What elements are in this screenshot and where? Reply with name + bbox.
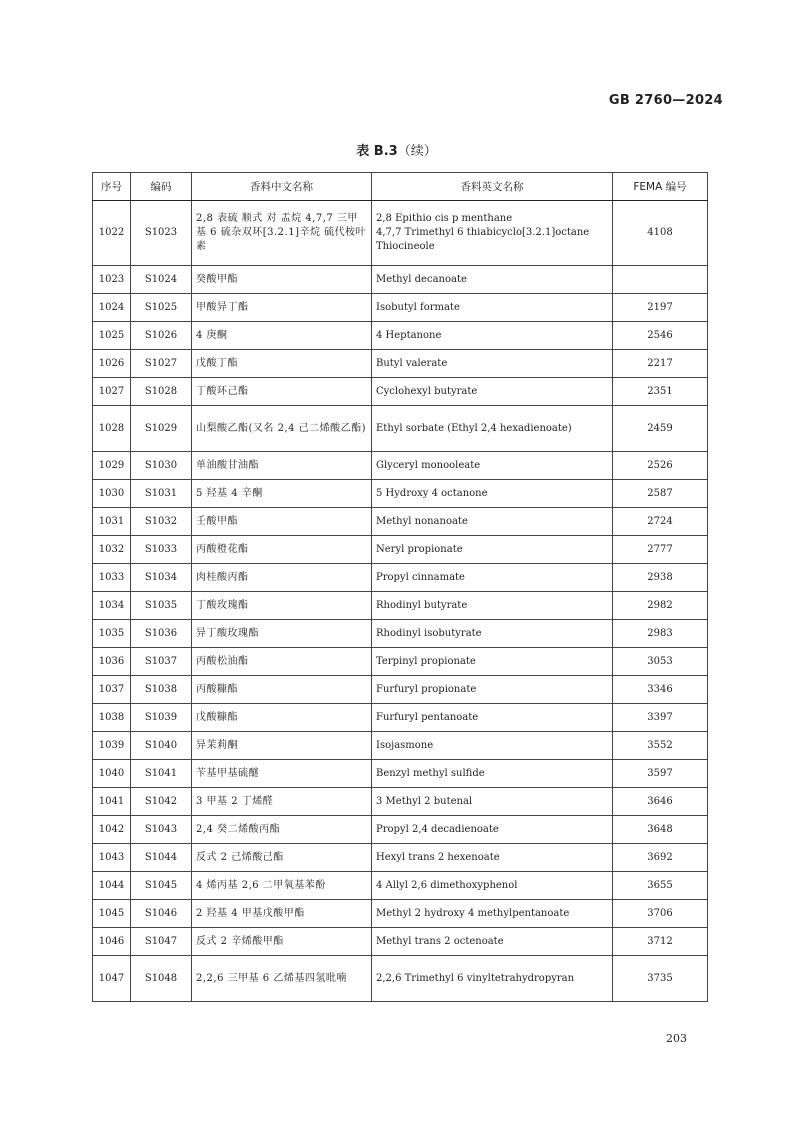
cell-index: 1034 [93, 592, 131, 620]
english-name-line: 5 Hydroxy 4 octanone [376, 487, 488, 499]
table-row [93, 760, 708, 788]
cell-english-name [372, 350, 613, 378]
cell-code: S1037 [131, 648, 192, 676]
flavoring-table [92, 172, 708, 1002]
cell-code: S1023 [131, 201, 192, 266]
page-number: 203 [666, 1032, 687, 1045]
cell-code: S1046 [131, 900, 192, 928]
cell-code: S1026 [131, 322, 192, 350]
english-name-line: Furfuryl propionate [376, 683, 477, 695]
cell-fema-number: 3397 [613, 704, 708, 732]
cell-chinese-name: 壬酸甲酯 [192, 508, 372, 536]
cell-fema-number: 2459 [613, 406, 708, 452]
cell-fema-number: 3552 [613, 732, 708, 760]
cell-index: 1039 [93, 732, 131, 760]
cell-english-name [372, 592, 613, 620]
cell-index: 1022 [93, 201, 131, 266]
cell-chinese-name: 山梨酸乙酯(又名 2,4 己二烯酸乙酯) [192, 406, 372, 452]
cell-fema-number: 3735 [613, 956, 708, 1002]
cell-fema-number: 3655 [613, 872, 708, 900]
table-caption-continued: （续） [397, 144, 437, 159]
cell-index: 1046 [93, 928, 131, 956]
table-row [93, 928, 708, 956]
english-name-line: Thiocineole [376, 241, 435, 252]
table-row [93, 648, 708, 676]
cell-index: 1033 [93, 564, 131, 592]
header-fema-number: FEMA 编号 [613, 173, 708, 201]
english-name-line: Butyl valerate [376, 357, 448, 369]
cell-chinese-name: 苄基甲基硫醚 [192, 760, 372, 788]
cell-index: 1024 [93, 294, 131, 322]
cell-chinese-name: 戊酸糠酯 [192, 704, 372, 732]
table-row [93, 620, 708, 648]
cell-chinese-name: 2 羟基 4 甲基戊酸甲酯 [192, 900, 372, 928]
cell-chinese-name: 反式 2 己烯酸己酯 [192, 844, 372, 872]
cell-english-name [372, 620, 613, 648]
cell-fema-number: 3692 [613, 844, 708, 872]
cell-fema-number: 2351 [613, 378, 708, 406]
table-row [93, 201, 708, 266]
cell-code: S1044 [131, 844, 192, 872]
cell-chinese-name: 肉桂酸丙酯 [192, 564, 372, 592]
cell-english-name [372, 322, 613, 350]
table-row [93, 872, 708, 900]
table-row [93, 508, 708, 536]
cell-code: S1035 [131, 592, 192, 620]
standard-code: GB 2760—2024 [608, 93, 723, 108]
cell-index: 1026 [93, 350, 131, 378]
cell-fema-number: 2724 [613, 508, 708, 536]
cell-english-name [372, 406, 613, 452]
cell-fema-number: 3706 [613, 900, 708, 928]
cell-index: 1028 [93, 406, 131, 452]
cell-chinese-name: 2,8 表硫 顺式 对 盂烷 4,7,7 三甲基 6 硫杂双环[3.2.1]辛烷 硫代桉叶素 [192, 201, 372, 266]
cell-index: 1047 [93, 956, 131, 1002]
table-row [93, 564, 708, 592]
english-name-line: Isobutyl formate [376, 301, 460, 313]
english-name-line: Ethyl sorbate (Ethyl 2,4 hexadienoate) [376, 422, 572, 434]
cell-chinese-name: 戊酸丁酯 [192, 350, 372, 378]
cell-index: 1042 [93, 816, 131, 844]
cell-fema-number: 2217 [613, 350, 708, 378]
english-name-line: Rhodinyl butyrate [376, 599, 468, 611]
cell-fema-number: 3053 [613, 648, 708, 676]
cell-index: 1027 [93, 378, 131, 406]
cell-english-name [372, 816, 613, 844]
cell-code: S1036 [131, 620, 192, 648]
cell-chinese-name: 4 烯丙基 2,6 二甲氧基苯酚 [192, 872, 372, 900]
cell-code: S1038 [131, 676, 192, 704]
english-name-line: Glyceryl monooleate [376, 459, 481, 471]
english-name-line: Cyclohexyl butyrate [376, 385, 478, 397]
cell-code: S1034 [131, 564, 192, 592]
english-name-line: Methyl trans 2 octenoate [376, 935, 504, 947]
english-name-line: 3 Methyl 2 butenal [376, 795, 473, 807]
cell-chinese-name: 丁酸玫瑰酯 [192, 592, 372, 620]
cell-fema-number: 2546 [613, 322, 708, 350]
table-row [93, 378, 708, 406]
cell-index: 1045 [93, 900, 131, 928]
english-name-line: Neryl propionate [376, 543, 463, 555]
english-name-line: 4 Allyl 2,6 dimethoxyphenol [376, 879, 518, 891]
cell-fema-number: 2983 [613, 620, 708, 648]
cell-fema-number: 3346 [613, 676, 708, 704]
cell-english-name [372, 201, 613, 266]
cell-english-name [372, 536, 613, 564]
cell-code: S1024 [131, 266, 192, 294]
cell-index: 1036 [93, 648, 131, 676]
cell-fema-number: 2197 [613, 294, 708, 322]
cell-code: S1043 [131, 816, 192, 844]
cell-chinese-name: 反式 2 辛烯酸甲酯 [192, 928, 372, 956]
cell-fema-number: 4108 [613, 201, 708, 266]
table-row [93, 322, 708, 350]
cell-chinese-name: 异茉莉酮 [192, 732, 372, 760]
cell-fema-number: 2938 [613, 564, 708, 592]
cell-chinese-name: 单油酸甘油酯 [192, 452, 372, 480]
cell-fema-number: 3646 [613, 788, 708, 816]
english-name-line: Methyl nonanoate [376, 515, 468, 527]
cell-english-name [372, 564, 613, 592]
cell-english-name [372, 508, 613, 536]
cell-fema-number: 3712 [613, 928, 708, 956]
header-english-name: 香料英文名称 [372, 173, 613, 201]
cell-code: S1031 [131, 480, 192, 508]
table-row [93, 900, 708, 928]
cell-chinese-name: 癸酸甲酯 [192, 266, 372, 294]
header-chinese-name: 香料中文名称 [192, 173, 372, 201]
cell-index: 1038 [93, 704, 131, 732]
cell-chinese-name: 2,4 癸二烯酸丙酯 [192, 816, 372, 844]
table-row [93, 480, 708, 508]
cell-english-name [372, 452, 613, 480]
english-name-line: 2,2,6 Trimethyl 6 vinyltetrahydropyran [376, 972, 575, 984]
english-name-line: 4 Heptanone [376, 329, 442, 341]
table-row [93, 266, 708, 294]
cell-code: S1033 [131, 536, 192, 564]
cell-index: 1030 [93, 480, 131, 508]
english-name-line: Propyl cinnamate [376, 571, 465, 583]
table-row [93, 294, 708, 322]
table-row [93, 816, 708, 844]
cell-english-name [372, 928, 613, 956]
cell-index: 1035 [93, 620, 131, 648]
table-row [93, 350, 708, 378]
cell-fema-number: 2777 [613, 536, 708, 564]
english-name-line: Isojasmone [376, 739, 434, 751]
cell-chinese-name: 5 羟基 4 辛酮 [192, 480, 372, 508]
english-name-line: Hexyl trans 2 hexenoate [376, 851, 500, 863]
cell-code: S1042 [131, 788, 192, 816]
table-row [93, 732, 708, 760]
cell-code: S1041 [131, 760, 192, 788]
cell-english-name [372, 760, 613, 788]
table-row [93, 956, 708, 1002]
cell-index: 1041 [93, 788, 131, 816]
cell-english-name [372, 900, 613, 928]
cell-english-name [372, 294, 613, 322]
cell-code: S1028 [131, 378, 192, 406]
cell-fema-number: 3648 [613, 816, 708, 844]
cell-fema-number [613, 266, 708, 294]
cell-fema-number: 3597 [613, 760, 708, 788]
table-row [93, 788, 708, 816]
cell-chinese-name: 2,2,6 三甲基 6 乙烯基四氢吡喃 [192, 956, 372, 1002]
english-name-line: Terpinyl propionate [376, 655, 476, 667]
cell-index: 1032 [93, 536, 131, 564]
cell-english-name [372, 956, 613, 1002]
table-row [93, 536, 708, 564]
cell-index: 1037 [93, 676, 131, 704]
english-name-line: 4,7,7 Trimethyl 6 thiabicyclo[3.2.1]octane [376, 227, 590, 238]
cell-code: S1048 [131, 956, 192, 1002]
cell-index: 1025 [93, 322, 131, 350]
cell-code: S1039 [131, 704, 192, 732]
table-row [93, 844, 708, 872]
cell-chinese-name: 异丁酸玫瑰酯 [192, 620, 372, 648]
english-name-line: Methyl 2 hydroxy 4 methylpentanoate [376, 907, 570, 919]
cell-code: S1032 [131, 508, 192, 536]
cell-code: S1047 [131, 928, 192, 956]
cell-chinese-name: 甲酸异丁酯 [192, 294, 372, 322]
cell-code: S1030 [131, 452, 192, 480]
header-code: 编码 [131, 173, 192, 201]
cell-english-name [372, 872, 613, 900]
table-header-row [93, 173, 708, 201]
english-name-line: 2,8 Epithio cis p menthane [376, 213, 513, 224]
english-name-line: Rhodinyl isobutyrate [376, 627, 482, 639]
cell-english-name [372, 704, 613, 732]
cell-index: 1023 [93, 266, 131, 294]
cell-english-name [372, 844, 613, 872]
cell-english-name [372, 266, 613, 294]
cell-chinese-name: 丙酸橙花酯 [192, 536, 372, 564]
table-row [93, 704, 708, 732]
cell-chinese-name: 4 庚酮 [192, 322, 372, 350]
cell-fema-number: 2982 [613, 592, 708, 620]
table-caption-title: 表 B.3 [356, 144, 398, 159]
cell-index: 1031 [93, 508, 131, 536]
cell-chinese-name: 丁酸环己酯 [192, 378, 372, 406]
english-name-line: Benzyl methyl sulfide [376, 767, 485, 779]
cell-code: S1025 [131, 294, 192, 322]
table-row [93, 452, 708, 480]
table-row [93, 676, 708, 704]
header-index: 序号 [93, 173, 131, 201]
cell-english-name [372, 378, 613, 406]
cell-index: 1044 [93, 872, 131, 900]
cell-code: S1045 [131, 872, 192, 900]
cell-chinese-name: 丙酸松油酯 [192, 648, 372, 676]
english-name-line: Methyl decanoate [376, 273, 467, 285]
cell-index: 1029 [93, 452, 131, 480]
cell-fema-number: 2587 [613, 480, 708, 508]
cell-index: 1040 [93, 760, 131, 788]
table-caption [0, 140, 793, 159]
cell-code: S1040 [131, 732, 192, 760]
cell-english-name [372, 648, 613, 676]
cell-english-name [372, 788, 613, 816]
cell-english-name [372, 676, 613, 704]
cell-english-name [372, 732, 613, 760]
table-body [93, 201, 708, 1002]
table-row [93, 592, 708, 620]
cell-chinese-name: 3 甲基 2 丁烯醛 [192, 788, 372, 816]
cell-chinese-name: 丙酸糠酯 [192, 676, 372, 704]
english-name-line: Propyl 2,4 decadienoate [376, 823, 499, 835]
table-row [93, 406, 708, 452]
cell-index: 1043 [93, 844, 131, 872]
english-name-line: Furfuryl pentanoate [376, 711, 479, 723]
cell-code: S1029 [131, 406, 192, 452]
cell-english-name [372, 480, 613, 508]
cell-code: S1027 [131, 350, 192, 378]
cell-fema-number: 2526 [613, 452, 708, 480]
